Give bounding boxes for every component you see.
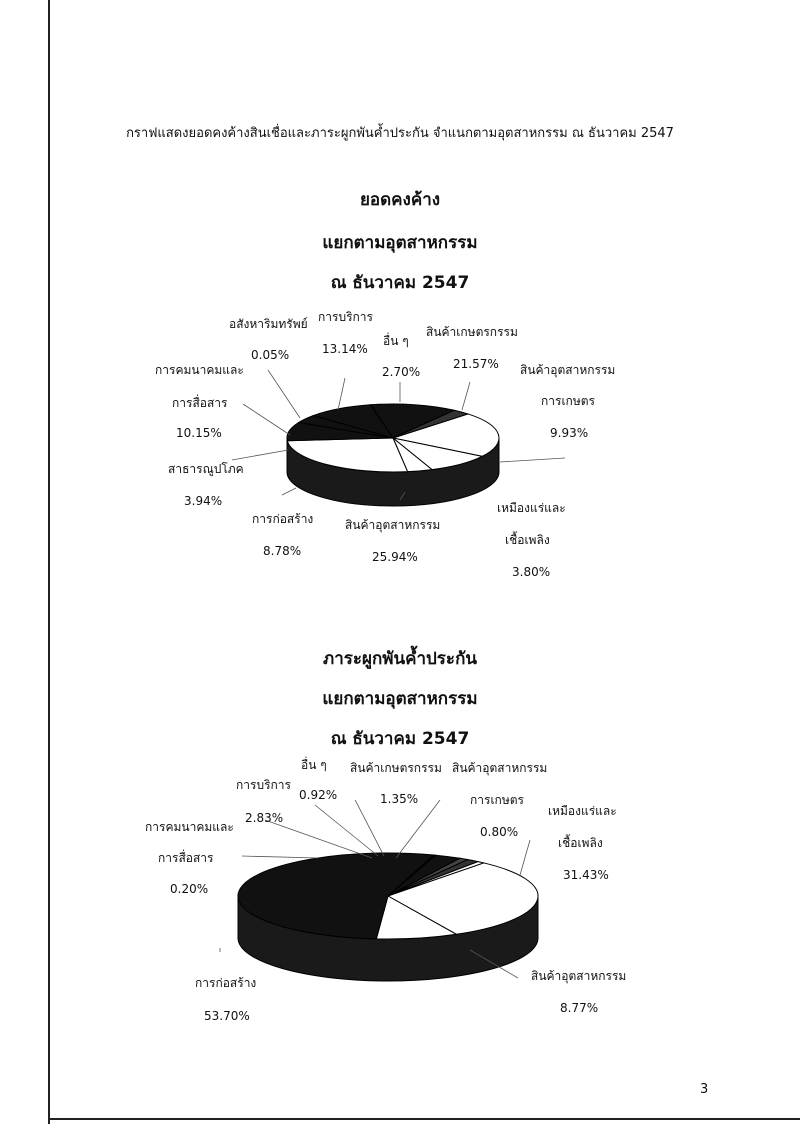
chart1-value-agro-industry: 9.93% — [550, 426, 589, 440]
chart2-label-industrial: สินค้าอุตสาหกรรม — [531, 969, 627, 983]
chart1-value-others: 2.70% — [382, 365, 421, 379]
chart1-value-agri-products: 21.57% — [453, 357, 499, 371]
chart1-leader-6 — [282, 488, 296, 495]
chart2-label-transport-2: การสื่อสาร — [158, 851, 214, 865]
chart1-value-transport: 10.15% — [176, 426, 222, 440]
chart2-value-agro-industry: 0.80% — [480, 825, 519, 839]
chart1-label-others: อื่น ๆ — [383, 334, 409, 348]
chart1-title-line2: แยกตามอุตสาหกรรม — [322, 233, 478, 253]
chart1-label-transport-2: การสื่อสาร — [172, 396, 228, 410]
chart2-value-mining: 31.43% — [563, 868, 609, 882]
chart2-title-line3: ณ ธันวาคม 2547 — [330, 729, 470, 749]
chart1-label-agro-industry-1: สินค้าอุตสาหกรรม — [520, 363, 616, 377]
chart1-title-line1: ยอดคงค้าง — [359, 190, 441, 210]
chart2-leader-3 — [396, 800, 440, 858]
chart2-value-industrial: 8.77% — [560, 1001, 599, 1015]
chart2-value-services: 2.83% — [245, 811, 284, 825]
chart1-label-construction: การก่อสร้าง — [252, 512, 314, 526]
chart1-value-utilities: 3.94% — [184, 494, 223, 508]
chart1-leader-5 — [232, 450, 288, 460]
page-bottom-line — [48, 1118, 800, 1120]
page-heading: กราฟแสดงยอดคงค้างสินเชื่อและภาระผูกพันค้ำประกัน จำแนกตามอุตสาหกรรม ณ ธันวาคม 2547 — [126, 126, 674, 141]
chart1-leader-3 — [462, 382, 470, 410]
chart1-label-mining-2: เชื้อเพลิง — [505, 533, 550, 547]
chart1-value-mining: 3.80% — [512, 565, 551, 579]
page-number: 3 — [700, 1082, 709, 1097]
chart2-value-agri-products: 1.35% — [380, 792, 419, 806]
chart1-label-mining-1: เหมืองแร่และ — [497, 501, 566, 515]
chart1-value-real-estate: 0.05% — [251, 348, 290, 362]
chart2-label-services: การบริการ — [236, 778, 291, 792]
chart1-label-real-estate: อสังหาริมทรัพย์ — [229, 317, 308, 331]
chart2-pie — [0, 800, 800, 1020]
chart2-value-construction: 53.70% — [204, 1009, 250, 1023]
chart2-leader-5 — [242, 856, 318, 858]
chart2-leader-4 — [520, 840, 530, 875]
chart1-leader-1 — [338, 378, 345, 410]
chart2-label-agro-industry-1: สินค้าอุตสาหกรรม — [452, 761, 548, 775]
chart2-label-transport-1: การคมนาคมและ — [145, 820, 234, 834]
chart1-title-line3: ณ ธันวาคม 2547 — [330, 273, 470, 293]
chart2-leader-0 — [315, 805, 378, 856]
chart1-value-services: 13.14% — [322, 342, 368, 356]
chart2-label-others: อื่น ๆ — [301, 758, 327, 772]
chart1-leader-8 — [500, 458, 565, 462]
chart1-label-utilities: สาธารณูปโภค — [168, 462, 244, 476]
chart2-label-construction: การก่อสร้าง — [195, 976, 257, 990]
chart1-label-services: การบริการ — [318, 310, 373, 324]
chart1-label-agro-industry-2: การเกษตร — [541, 394, 595, 408]
chart2-label-agro-industry-2: การเกษตร — [470, 793, 524, 807]
chart2-title-line2: แยกตามอุตสาหกรรม — [322, 689, 478, 709]
chart1-label-industrial: สินค้าอุตสาหกรรม — [345, 518, 441, 532]
chart1-leader-0 — [268, 370, 300, 418]
chart1-value-construction: 8.78% — [263, 544, 302, 558]
chart2-label-mining-1: เหมืองแร่และ — [548, 804, 617, 818]
chart2-value-others: 0.92% — [299, 788, 338, 802]
chart1-label-transport-1: การคมนาคมและ — [155, 363, 244, 377]
chart2-value-transport: 0.20% — [170, 882, 209, 896]
chart2-label-agri-products: สินค้าเกษตรกรรม — [350, 761, 442, 775]
chart2-title-line1: ภาระผูกพันค้ำประกัน — [323, 649, 477, 669]
chart2-label-mining-2: เชื้อเพลิง — [558, 836, 603, 850]
chart1-leader-4 — [243, 404, 290, 435]
chart1-label-agri-products: สินค้าเกษตรกรรม — [426, 325, 518, 339]
chart1-value-industrial: 25.94% — [372, 550, 418, 564]
